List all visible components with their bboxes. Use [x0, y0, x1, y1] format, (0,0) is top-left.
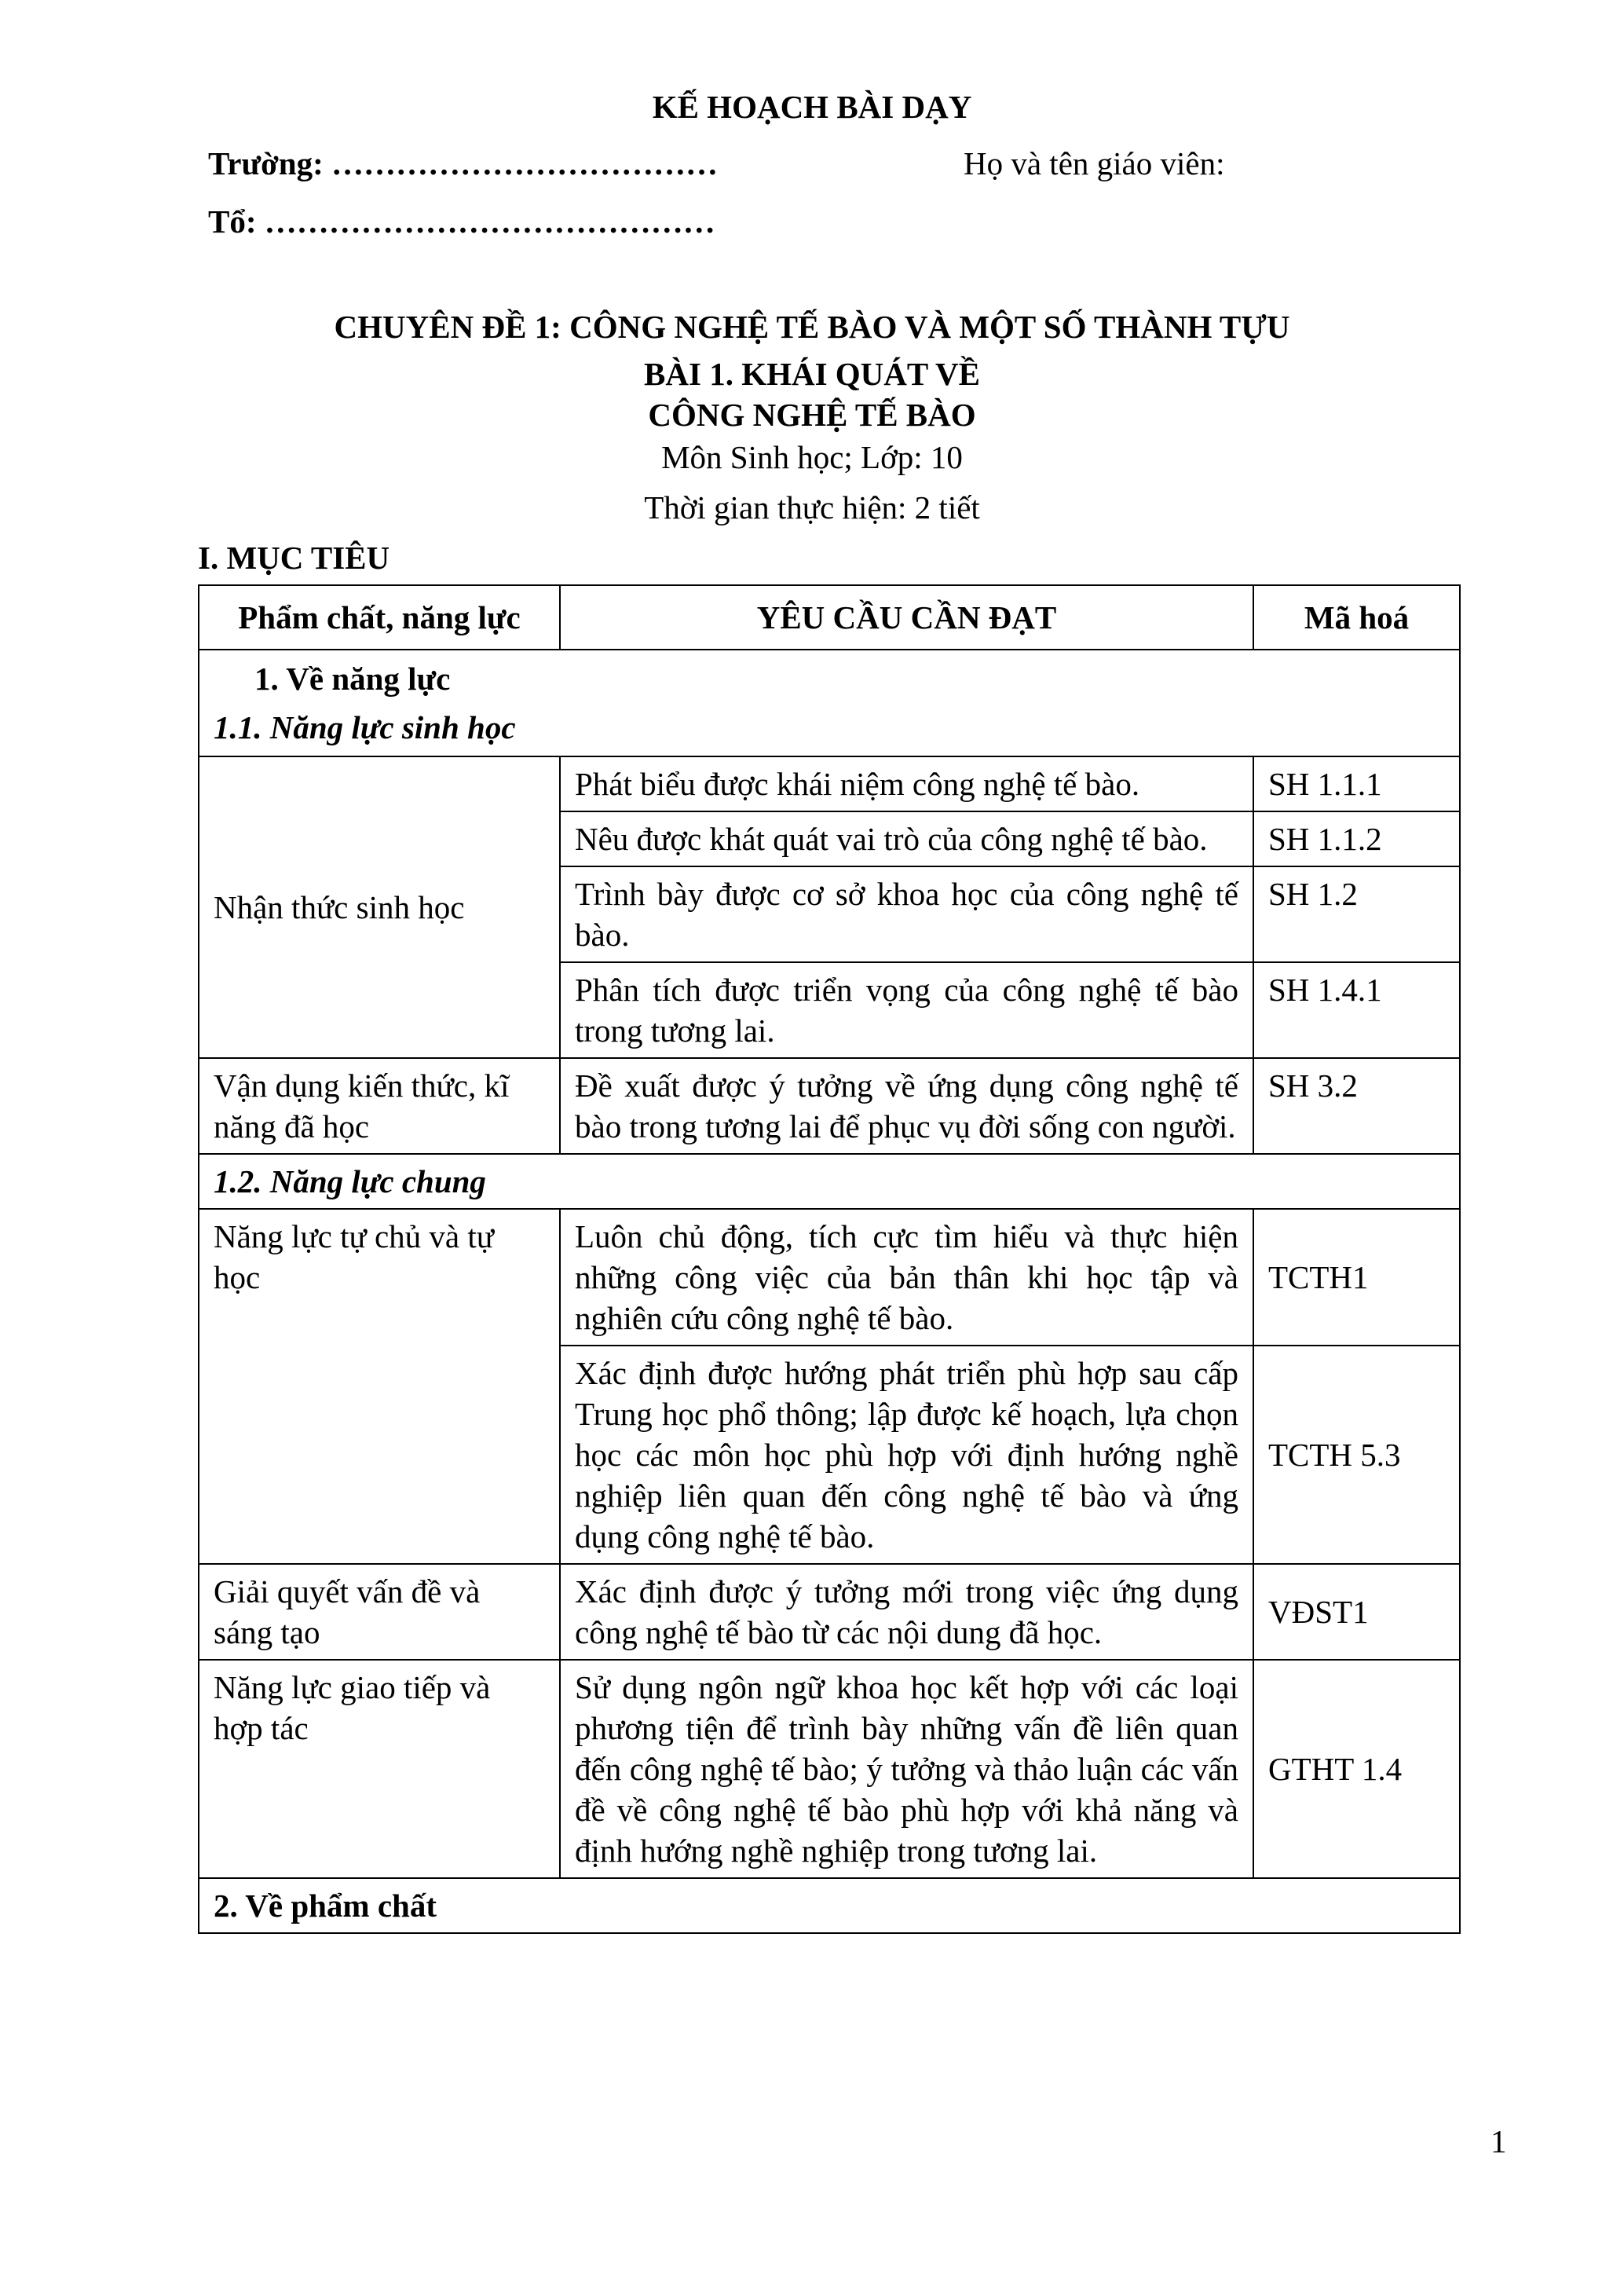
competency-cell: Vận dụng kiến thức, kĩ năng đã học — [199, 1058, 560, 1154]
requirement-cell: Xác định được ý tưởng mới trong việc ứng dụng công nghệ tế bào từ các nội dung đã học. — [560, 1564, 1253, 1660]
competency-label: Nhận thức sinh học — [214, 889, 465, 925]
requirement-cell: Phân tích được triển vọng của công nghệ tế bào trong tương lai. — [560, 962, 1253, 1058]
section-1-1-title: 1.1. Năng lực sinh học — [214, 709, 516, 745]
chapter-title: CHUYÊN ĐỀ 1: CÔNG NGHỆ TẾ BÀO VÀ MỘT SỐ THÀNH TỰU — [334, 309, 1290, 345]
code-cell: SH 1.4.1 — [1253, 962, 1460, 1058]
competency-cell — [199, 756, 560, 1058]
code-cell: TCTH1 — [1253, 1209, 1460, 1346]
section-row — [199, 1878, 1460, 1933]
subject-line: Môn Sinh học; Lớp: 10 — [661, 439, 963, 475]
document-title: KẾ HOẠCH BÀI DẠY — [652, 89, 972, 125]
requirement-cell: Xác định được hướng phát triển phù hợp sau cấp Trung học phổ thông; lập được kế hoạch, lựa chọn học các môn học phù hợp với định hướng nghề nghiệp liên quan đến công nghệ tế bào và ứng dụng công nghệ tế bào. — [560, 1346, 1253, 1564]
header-requirement: YÊU CẦU CẦN ĐẠT — [560, 585, 1253, 650]
group-field: Tổ: …………………………………… — [208, 203, 715, 240]
header-code: Mã hoá — [1253, 585, 1460, 650]
competency-cell: Giải quyết vấn đề và sáng tạo — [199, 1564, 560, 1660]
table-row — [199, 756, 1460, 811]
requirement-cell: Luôn chủ động, tích cực tìm hiểu và thực hiện những công việc của bản thân khi học tập và nghiên cứu công nghệ tế bào. — [560, 1209, 1253, 1346]
table-row — [199, 1058, 1460, 1154]
requirement-cell: Nêu được khát quát vai trò của công nghệ tế bào. — [560, 811, 1253, 866]
section-heading: I. MỤC TIÊU — [198, 540, 390, 576]
code-cell: TCTH 5.3 — [1253, 1346, 1460, 1564]
requirement-cell: Đề xuất được ý tưởng về ứng dụng công nghệ tế bào trong tương lai để phục vụ đời sống con người. — [560, 1058, 1253, 1154]
lesson-title-line1: BÀI 1. KHÁI QUÁT VỀ — [644, 356, 980, 392]
section-row — [199, 1154, 1460, 1209]
duration-line: Thời gian thực hiện: 2 tiết — [644, 489, 980, 525]
page-number: 1 — [1490, 2123, 1507, 2159]
teacher-field: Họ và tên giáo viên: — [964, 145, 1225, 181]
table-row — [199, 1564, 1460, 1660]
table-header-row — [199, 585, 1460, 650]
table-row — [199, 1660, 1460, 1878]
code-cell: GTHT 1.4 — [1253, 1660, 1460, 1878]
code-cell: SH 3.2 — [1253, 1058, 1460, 1154]
section-cell — [199, 650, 1460, 756]
competency-cell: Năng lực giao tiếp và hợp tác — [199, 1660, 560, 1878]
section-1-title: 1. Về năng lực — [254, 661, 451, 697]
requirement-cell: Sử dụng ngôn ngữ khoa học kết hợp với các loại phương tiện để trình bày những vấn đề liên quan đến công nghệ tế bào; ý tưởng và thảo luận các vấn đề về công nghệ tế bào phù hợp với khả năng và định hướng nghề nghiệp trong tương lai. — [560, 1660, 1253, 1878]
section-row — [199, 650, 1460, 756]
school-field: Trường: ……………………………… — [208, 145, 719, 181]
lesson-title-line2: CÔNG NGHỆ TẾ BÀO — [648, 397, 976, 433]
code-cell: SH 1.1.2 — [1253, 811, 1460, 866]
section-2-title: 2. Về phẩm chất — [199, 1878, 1460, 1933]
table-row — [199, 1209, 1460, 1346]
section-1-2-title: 1.2. Năng lực chung — [199, 1154, 1460, 1209]
objectives-table — [198, 584, 1461, 1934]
header-quality: Phẩm chất, năng lực — [199, 585, 560, 650]
requirement-cell: Phát biểu được khái niệm công nghệ tế bào. — [560, 756, 1253, 811]
code-cell: VĐST1 — [1253, 1564, 1460, 1660]
code-cell: SH 1.1.1 — [1253, 756, 1460, 811]
code-cell: SH 1.2 — [1253, 866, 1460, 962]
requirement-cell: Trình bày được cơ sở khoa học của công nghệ tế bào. — [560, 866, 1253, 962]
competency-cell: Năng lực tự chủ và tự học — [199, 1209, 560, 1564]
